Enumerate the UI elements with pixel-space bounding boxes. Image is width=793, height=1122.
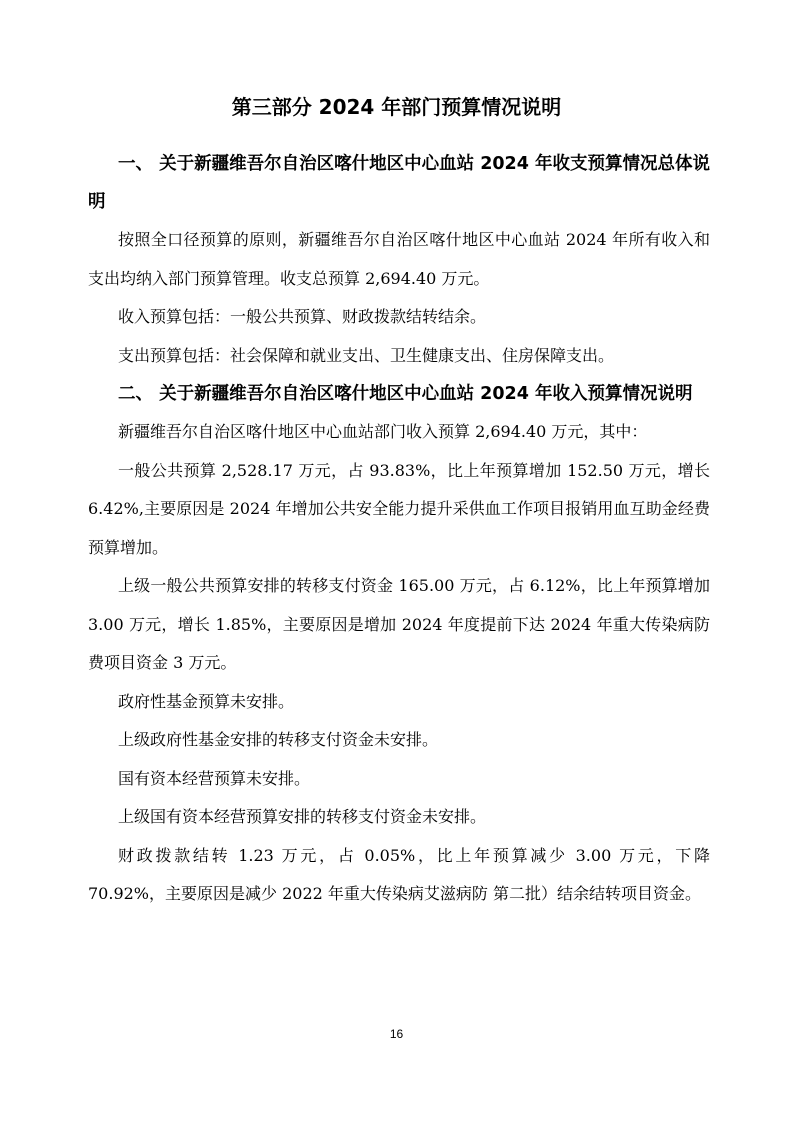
body-paragraph: 政府性基金预算未安排。 xyxy=(118,691,295,711)
body-paragraph: 财政拨款结转 1.23 万元，占 0.05%，比上年预算减少 3.00 万元，下降 70.92%，主要原因是减少 2022 年重大传染病艾滋病防 第二批）结余结转项目资金。 xyxy=(88,845,710,903)
body-paragraph: 按照全口径预算的原则，新疆维吾尔自治区喀什地区中心血站 2024 年所有收入和支出均纳入部门预算管理。收支总预算 2,694.40 万元。 xyxy=(88,230,710,288)
body-paragraph: 支出预算包括：社会保障和就业支出、卫生健康支出、住房保障支出。 xyxy=(118,345,615,365)
body-paragraph: 上级政府性基金安排的转移支付资金未安排。 xyxy=(118,730,439,749)
section-heading-2: 二、 关于新疆维吾尔自治区喀什地区中心血站 2024 年收入预算情况说明 xyxy=(118,384,693,404)
page-number: 16 xyxy=(389,1027,404,1041)
section-heading-1: 一、 关于新疆维吾尔自治区喀什地区中心血站 2024 年收支预算情况总体说明 xyxy=(88,154,710,212)
body-paragraph: 上级国有资本经营预算安排的转移支付资金未安排。 xyxy=(118,807,487,826)
body-paragraph: 一般公共预算 2,528.17 万元，占 93.83%，比上年预算增加 152.50 万元，增长 6.42%,主要原因是 2024 年增加公共安全能力提升采供血工作项目报销用血互助金经费预算增加。 xyxy=(88,460,710,557)
body-paragraph: 上级一般公共预算安排的转移支付资金 165.00 万元，占 6.12%，比上年预算增加 3.00 万元，增长 1.85%，主要原因是增加 2024 年度提前下达 2024 年重大传染病防 费项目资金 3 万元。 xyxy=(88,576,710,672)
body-paragraph: 收入预算包括：一般公共预算、财政拨款结转结余。 xyxy=(118,307,487,326)
document-body xyxy=(88,145,710,914)
body-paragraph: 国有资本经营预算未安排。 xyxy=(118,768,311,788)
body-paragraph: 新疆维吾尔自治区喀什地区中心血站部门收入预算 2,694.40 万元，其中： xyxy=(118,422,648,441)
page-title: 第三部分 2024 年部门预算情况说明 xyxy=(231,95,562,119)
